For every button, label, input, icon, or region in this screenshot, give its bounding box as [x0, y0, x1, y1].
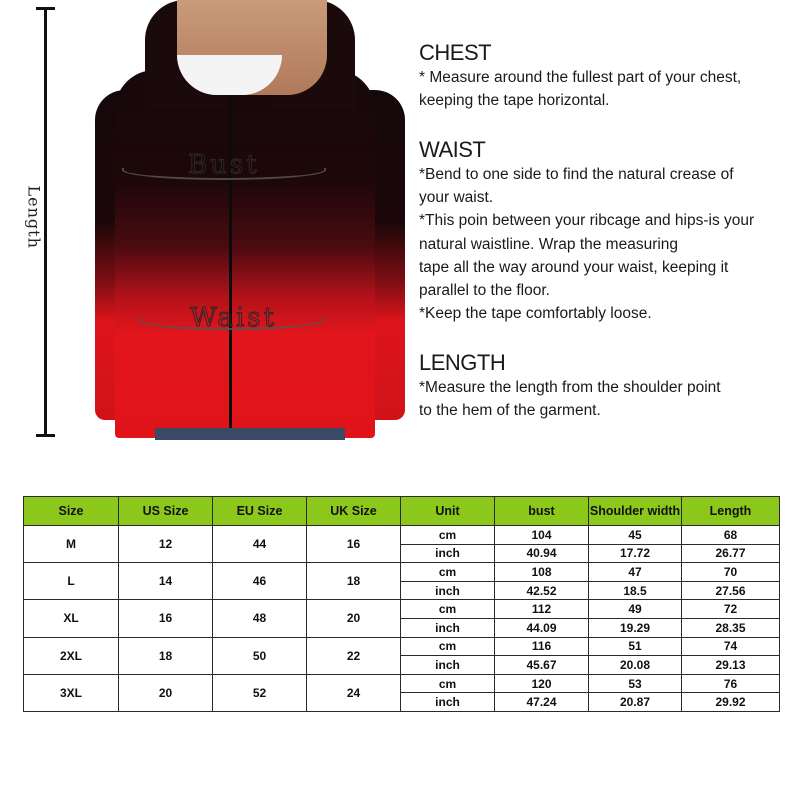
cell-length: 72: [682, 600, 780, 619]
header-shoulder-width: Shoulder width: [589, 497, 682, 526]
cell-length: 26.77: [682, 544, 780, 563]
cell-unit: cm: [401, 674, 495, 693]
cell-uk: 22: [307, 637, 401, 674]
cell-shoulder: 19.29: [589, 618, 682, 637]
cell-size: L: [24, 563, 119, 600]
product-photo: [0, 0, 410, 450]
waist-line: tape all the way around your waist, keeping it: [419, 258, 729, 276]
cell-bust: 42.52: [495, 581, 589, 600]
cell-unit: inch: [401, 618, 495, 637]
chest-title: CHEST: [419, 40, 492, 65]
hoodie-illustration: [95, 0, 405, 440]
bust-label: Bust: [188, 150, 260, 180]
cell-length: 29.13: [682, 656, 780, 675]
cell-eu: 50: [213, 637, 307, 674]
cell-unit: cm: [401, 526, 495, 545]
length-section: [419, 350, 721, 422]
cell-bust: 108: [495, 563, 589, 582]
cell-us: 18: [119, 637, 213, 674]
cell-bust: 104: [495, 526, 589, 545]
cell-length: 74: [682, 637, 780, 656]
cell-uk: 18: [307, 563, 401, 600]
header-eu-size: EU Size: [213, 497, 307, 526]
header-length: Length: [682, 497, 780, 526]
cell-length: 29.92: [682, 693, 780, 712]
waist-line: natural waistline. Wrap the measuring: [419, 235, 679, 253]
cell-bust: 120: [495, 674, 589, 693]
cell-shoulder: 45: [589, 526, 682, 545]
length-label: Length: [24, 185, 44, 249]
cell-bust: 45.67: [495, 656, 589, 675]
chest-section: [419, 40, 741, 112]
header-bust: bust: [495, 497, 589, 526]
cell-length: 28.35: [682, 618, 780, 637]
cell-shoulder: 49: [589, 600, 682, 619]
size-chart-table: [23, 496, 780, 712]
chest-line: * Measure around the fullest part of your chest,: [419, 69, 742, 86]
cell-eu: 46: [213, 563, 307, 600]
cell-bust: 116: [495, 637, 589, 656]
cell-unit: inch: [401, 581, 495, 600]
cell-unit: cm: [401, 563, 495, 582]
cell-us: 16: [119, 600, 213, 637]
waist-title: WAIST: [419, 137, 486, 162]
header-uk-size: UK Size: [307, 497, 401, 526]
cell-shoulder: 51: [589, 637, 682, 656]
cell-unit: inch: [401, 693, 495, 712]
cell-eu: 52: [213, 674, 307, 711]
waist-section: [419, 137, 754, 325]
cell-shoulder: 17.72: [589, 544, 682, 563]
cell-size: XL: [24, 600, 119, 637]
cell-eu: 48: [213, 600, 307, 637]
cell-size: 2XL: [24, 637, 119, 674]
jeans: [155, 428, 345, 440]
cell-uk: 20: [307, 600, 401, 637]
table-row: [24, 600, 780, 619]
cell-uk: 24: [307, 674, 401, 711]
table-row: [24, 674, 780, 693]
cell-us: 14: [119, 563, 213, 600]
cell-unit: cm: [401, 600, 495, 619]
table-row: [24, 563, 780, 582]
cell-bust: 40.94: [495, 544, 589, 563]
length-measure-bar: [44, 8, 47, 436]
cell-size: M: [24, 526, 119, 563]
cell-length: 27.56: [682, 581, 780, 600]
cell-shoulder: 47: [589, 563, 682, 582]
length-line: to the hem of the garment.: [419, 402, 601, 420]
cell-shoulder: 20.08: [589, 656, 682, 675]
header-size: Size: [24, 497, 119, 526]
cell-size: 3XL: [24, 674, 119, 711]
cell-uk: 16: [307, 526, 401, 563]
waist-line: *Bend to one side to find the natural crease of: [419, 166, 734, 183]
cell-bust: 44.09: [495, 618, 589, 637]
cell-length: 68: [682, 526, 780, 545]
waist-line: your waist.: [419, 189, 494, 207]
cell-shoulder: 18.5: [589, 581, 682, 600]
zipper: [229, 95, 232, 438]
length-line: *Measure the length from the shoulder point: [419, 379, 721, 396]
length-title: LENGTH: [419, 350, 506, 375]
waist-line: *Keep the tape comfortably loose.: [419, 305, 652, 323]
cell-length: 76: [682, 674, 780, 693]
cell-bust: 47.24: [495, 693, 589, 712]
cell-us: 12: [119, 526, 213, 563]
cell-unit: inch: [401, 656, 495, 675]
header-unit: Unit: [401, 497, 495, 526]
waist-line: parallel to the floor.: [419, 282, 550, 300]
waist-label: Waist: [190, 303, 278, 333]
length-bar-bottom-cap: [36, 434, 55, 437]
cell-unit: inch: [401, 544, 495, 563]
header-us-size: US Size: [119, 497, 213, 526]
waist-line: *This poin between your ribcage and hips-is your: [419, 212, 755, 230]
hoodie-body: [115, 70, 375, 438]
cell-unit: cm: [401, 637, 495, 656]
table-header-row: [24, 497, 780, 526]
table-row: [24, 637, 780, 656]
cell-shoulder: 53: [589, 674, 682, 693]
chest-line: keeping the tape horizontal.: [419, 92, 610, 110]
cell-shoulder: 20.87: [589, 693, 682, 712]
cell-bust: 112: [495, 600, 589, 619]
cell-eu: 44: [213, 526, 307, 563]
cell-length: 70: [682, 563, 780, 582]
table-row: [24, 526, 780, 545]
cell-us: 20: [119, 674, 213, 711]
